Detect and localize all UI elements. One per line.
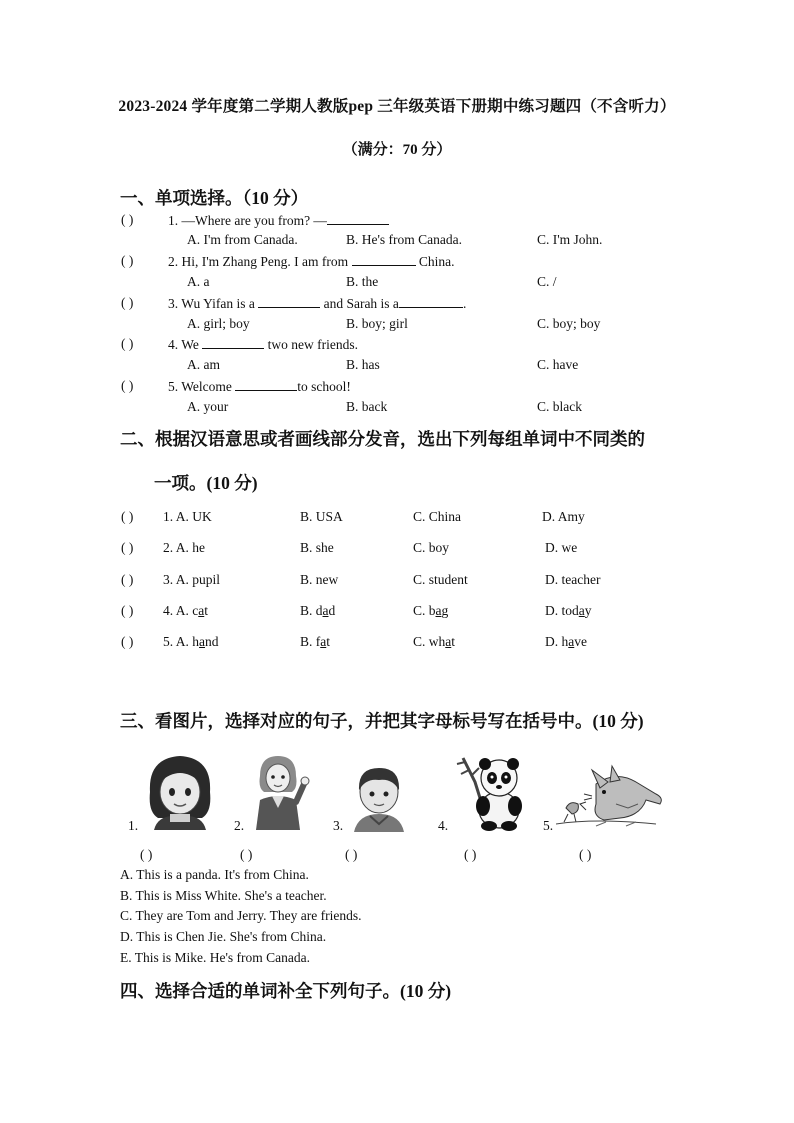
answer-blank (202, 336, 264, 349)
option-b: B. she (300, 540, 334, 555)
answer-paren: ( ) (121, 634, 134, 649)
option-d: D. teacher (545, 572, 601, 587)
option-a: A. am (187, 357, 220, 372)
option-c: C. bag (413, 603, 449, 618)
boy-picture (348, 762, 410, 832)
option-c: C. China (413, 509, 462, 524)
option-a: 4. A. cat (163, 603, 209, 618)
option-a: A. a (187, 274, 210, 289)
answer-paren: ( ) (121, 378, 134, 393)
answer-paren: ( ) (579, 847, 592, 862)
answer-paren: ( ) (464, 847, 477, 862)
section1-heading: 一、单项选择。（10 分） (120, 188, 309, 208)
section2-heading-cont: 一项。(10 分) (154, 473, 258, 493)
option-b: B. has (346, 357, 380, 372)
score-note: （满分：70 分） (342, 142, 452, 158)
question-4 (121, 336, 133, 352)
sentence-option: D. This is Chen Jie. She's from China. (120, 929, 327, 944)
option-b: B. the (346, 274, 379, 289)
answer-blank (352, 253, 416, 266)
option-a: A. I'm from Canada. (187, 232, 298, 247)
picture-number: 2. (234, 818, 245, 833)
page-title: 2023-2024 学年度第二学期人教版pep 三年级英语下册期中练习题四（不含听力） (118, 98, 676, 115)
option-c: C. I'm John. (537, 232, 603, 247)
picture-number: 3. (333, 818, 344, 833)
answer-paren: ( ) (121, 253, 134, 268)
answer-paren: ( ) (121, 603, 134, 618)
sentence-option: C. They are Tom and Jerry. They are friends. (120, 908, 362, 923)
option-b: B. back (346, 399, 388, 414)
answer-paren: ( ) (121, 540, 134, 555)
option-b: B. He's from Canada. (346, 232, 463, 247)
picture-number: 4. (438, 818, 449, 833)
picture-number: 5. (543, 818, 554, 833)
question-3-stem: 3. Wu Yifan is a and Sarah is a . (168, 296, 467, 311)
question-4-stem: 4. We two new friends. (168, 337, 359, 352)
section4-heading: 四、选择合适的单词补全下列句子。(10 分) (120, 981, 452, 1001)
question-3 (121, 295, 133, 311)
option-c: C. boy (413, 540, 450, 555)
option-c: C. black (537, 399, 582, 414)
option-b: B. USA (300, 509, 343, 524)
option-d: D. we (545, 540, 578, 555)
question-2 (121, 253, 133, 269)
picture-number: 1. (128, 818, 139, 833)
section3-heading: 三、看图片，选择对应的句子，并把其字母标号写在括号中。(10 分) (120, 711, 644, 731)
woman-picture (246, 754, 312, 830)
girl-picture (140, 752, 220, 830)
answer-paren: ( ) (121, 509, 134, 524)
option-a: 5. A. hand (163, 634, 219, 649)
option-c: C. boy; boy (537, 316, 601, 331)
option-a: A. girl; boy (187, 316, 250, 331)
answer-blank (327, 212, 389, 225)
option-c: C. / (537, 274, 557, 289)
sentence-option: A. This is a panda. It's from China. (120, 867, 309, 882)
answer-paren: ( ) (240, 847, 253, 862)
option-b: B. boy; girl (346, 316, 408, 331)
option-a: 3. A. pupil (163, 572, 221, 587)
section2-heading: 二、根据汉语意思或者画线部分发音，选出下列每组单词中不同类的 (120, 429, 645, 449)
answer-paren: ( ) (121, 336, 134, 351)
sentence-option: B. This is Miss White. She's a teacher. (120, 888, 327, 903)
question-1-stem: 1. —Where are you from? — (168, 212, 389, 229)
option-c: C. have (537, 357, 579, 372)
option-b: B. new (300, 572, 339, 587)
cat-and-mouse-picture (556, 764, 668, 832)
answer-paren: ( ) (121, 572, 134, 587)
option-a: A. your (187, 399, 229, 414)
option-d: D. today (545, 603, 592, 618)
answer-paren: ( ) (345, 847, 358, 862)
sentence-option: E. This is Mike. He's from Canada. (120, 950, 311, 965)
question-5 (121, 378, 133, 394)
question-2-stem: 2. Hi, I'm Zhang Peng. I am from China. (168, 254, 455, 269)
option-c: C. what (413, 634, 456, 649)
panda-picture (455, 752, 531, 832)
option-d: D. have (545, 634, 587, 649)
option-b: B. dad (300, 603, 336, 618)
option-b: B. fat (300, 634, 331, 649)
answer-paren: ( ) (140, 847, 153, 862)
answer-blank (235, 378, 297, 391)
option-c: C. student (413, 572, 468, 587)
question-5-stem: 5. Welcome to school! (168, 379, 351, 394)
answer-paren: ( ) (121, 295, 134, 310)
option-a: 1. A. UK (163, 509, 212, 524)
question-1 (121, 212, 133, 228)
option-d: D. Amy (542, 509, 585, 524)
answer-blank (258, 295, 320, 308)
answer-paren: ( ) (121, 212, 134, 227)
option-a: 2. A. he (163, 540, 205, 555)
answer-blank (399, 295, 463, 308)
